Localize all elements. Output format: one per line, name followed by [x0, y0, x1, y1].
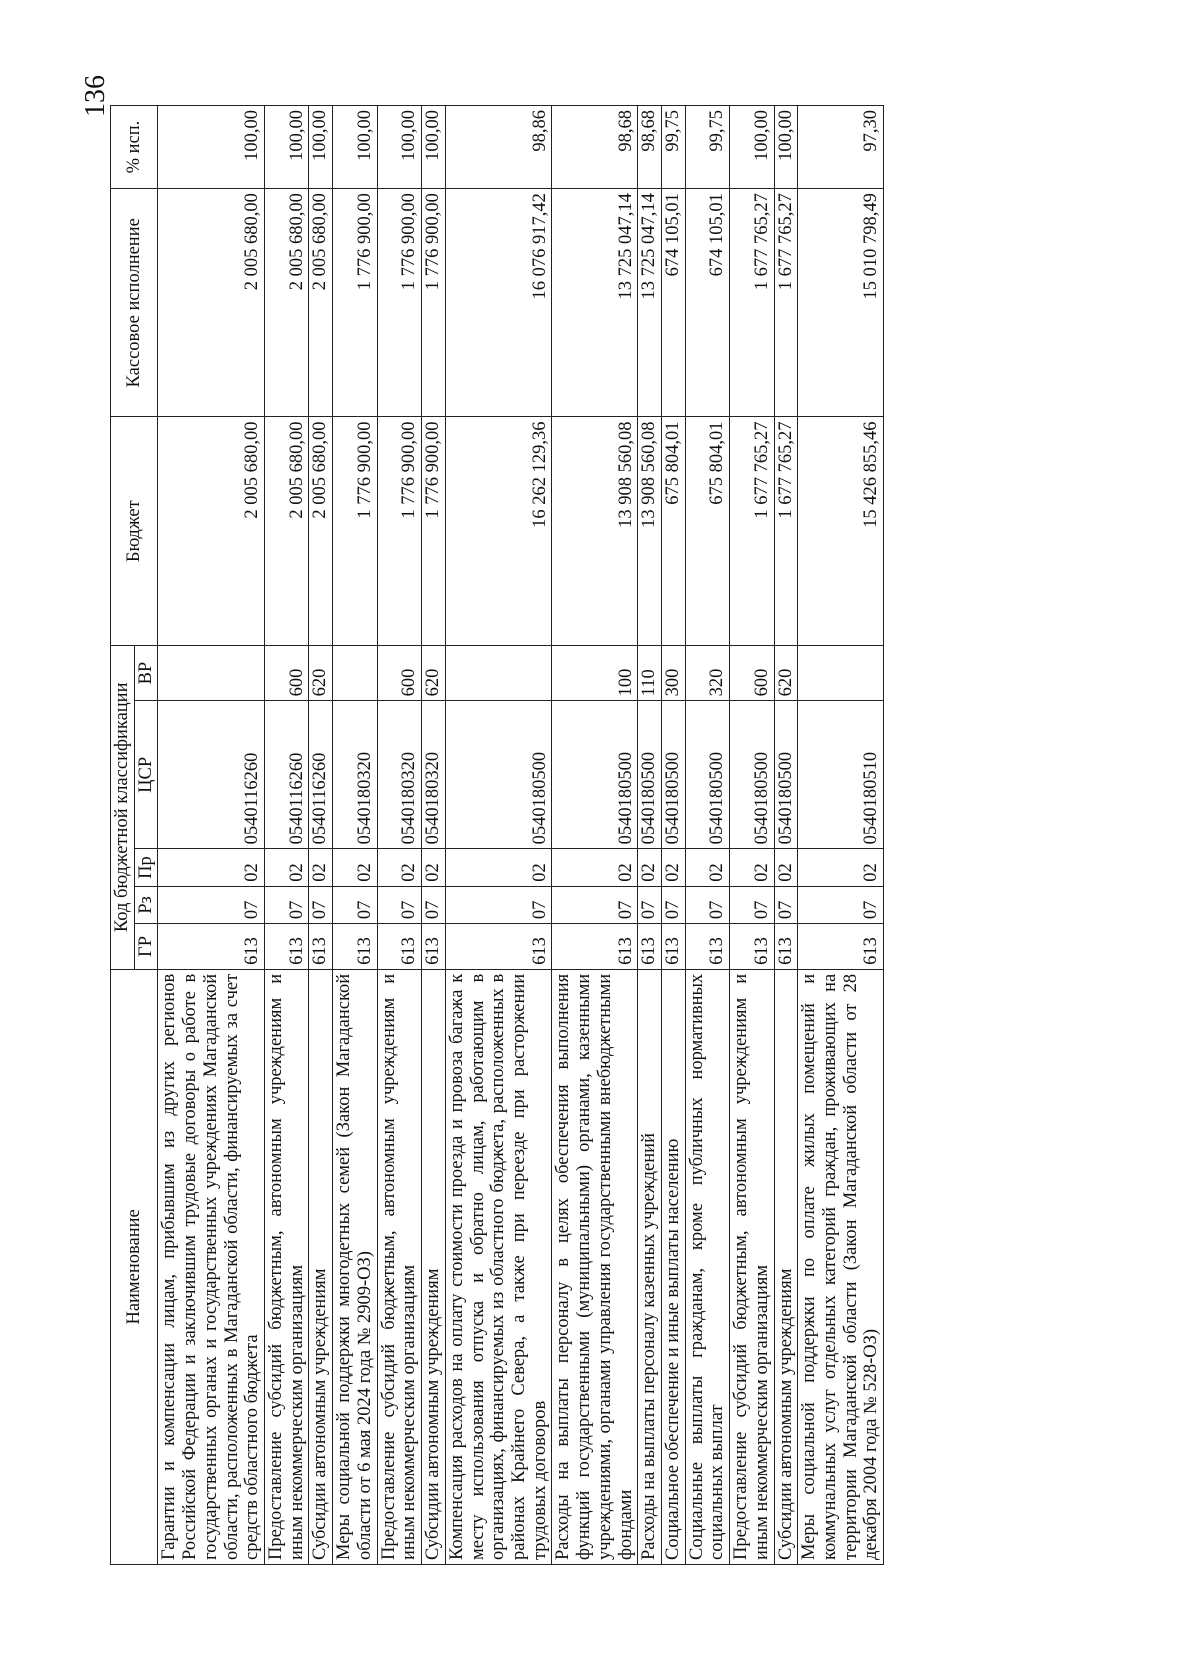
row-vr: 620: [422, 645, 446, 700]
row-gr: 613: [798, 924, 884, 970]
row-vr: 620: [774, 645, 798, 700]
row-execution: 1 677 765,27: [730, 189, 774, 417]
row-budget: 2 005 680,00: [309, 417, 333, 645]
row-csr: 0540180500: [661, 701, 685, 849]
row-percent: 100,00: [730, 106, 774, 189]
row-csr: 0540116260: [158, 701, 265, 849]
row-name: Предоставление субсидий бюджетным, автономным учреждениям и иным некоммерческим организациям: [730, 969, 774, 1564]
table-header: [111, 106, 158, 1565]
header-budget: Бюджет: [111, 417, 158, 645]
header-vr: ВР: [134, 645, 158, 700]
row-name: Субсидии автономным учреждениям: [774, 969, 798, 1564]
row-percent: 98,86: [445, 106, 552, 189]
table-row: [661, 106, 685, 1565]
header-percent: % исп.: [111, 106, 158, 189]
row-pr: 02: [685, 849, 729, 886]
row-rz: 07: [638, 886, 662, 923]
row-vr: 320: [685, 645, 729, 700]
page-number: 136: [80, 75, 111, 117]
row-pr: 02: [798, 849, 884, 886]
row-gr: 613: [445, 924, 552, 970]
row-gr: 613: [552, 924, 638, 970]
header-csr: ЦСР: [134, 701, 158, 849]
row-budget: 675 804,01: [661, 417, 685, 645]
row-budget: 13 908 560,08: [638, 417, 662, 645]
row-pr: 02: [422, 849, 446, 886]
row-execution: 1 776 900,00: [377, 189, 421, 417]
header-rz: Рз: [134, 886, 158, 923]
row-csr: 0540180320: [333, 701, 377, 849]
row-percent: 98,68: [638, 106, 662, 189]
row-budget: 1 677 765,27: [730, 417, 774, 645]
row-execution: 674 105,01: [685, 189, 729, 417]
row-pr: 02: [309, 849, 333, 886]
row-vr: 600: [265, 645, 309, 700]
row-budget: 16 262 129,36: [445, 417, 552, 645]
row-vr: 100: [552, 645, 638, 700]
row-name: Социальное обеспечение и иные выплаты населению: [661, 969, 685, 1564]
row-csr: 0540116260: [265, 701, 309, 849]
row-rz: 07: [265, 886, 309, 923]
row-budget: 2 005 680,00: [158, 417, 265, 645]
row-budget: 2 005 680,00: [265, 417, 309, 645]
row-gr: 613: [638, 924, 662, 970]
row-execution: 1 776 900,00: [422, 189, 446, 417]
row-pr: 02: [333, 849, 377, 886]
row-gr: 613: [377, 924, 421, 970]
row-budget: 1 677 765,27: [774, 417, 798, 645]
row-csr: 0540116260: [309, 701, 333, 849]
header-name: Наименование: [111, 969, 158, 1564]
row-csr: 0540180500: [445, 701, 552, 849]
row-budget: 15 426 855,46: [798, 417, 884, 645]
row-name: Меры социальной поддержки по оплате жилых помещений и коммунальных услуг отдельных категорий граждан, проживающих на территории Магаданской области (Закон Магаданской области от 28 декабря 2004 года № 528-ОЗ): [798, 969, 884, 1564]
row-csr: 0540180500: [774, 701, 798, 849]
row-gr: 613: [309, 924, 333, 970]
row-vr: [333, 645, 377, 700]
table-row: [638, 106, 662, 1565]
row-pr: 02: [445, 849, 552, 886]
row-percent: 100,00: [309, 106, 333, 189]
row-csr: 0540180500: [638, 701, 662, 849]
row-pr: 02: [661, 849, 685, 886]
row-pr: 02: [774, 849, 798, 886]
row-percent: 100,00: [265, 106, 309, 189]
row-gr: 613: [661, 924, 685, 970]
row-name: Компенсация расходов на оплату стоимости проезда и провоза багажа к месту использования отпуска и обратно лицам, работающим в организациях, финансируемых из областного бюджета, расположенных в районах Крайнего Севера, а также при переезде при расторжении трудовых договоров: [445, 969, 552, 1564]
row-gr: 613: [333, 924, 377, 970]
row-vr: 110: [638, 645, 662, 700]
table-row: [774, 106, 798, 1565]
row-rz: 07: [445, 886, 552, 923]
row-rz: 07: [661, 886, 685, 923]
row-rz: 07: [377, 886, 421, 923]
table-row: [309, 106, 333, 1565]
table-row: [265, 106, 309, 1565]
table-row: [685, 106, 729, 1565]
table-row: [445, 106, 552, 1565]
row-vr: 600: [730, 645, 774, 700]
row-vr: [158, 645, 265, 700]
row-execution: 13 725 047,14: [638, 189, 662, 417]
table-row: [422, 106, 446, 1565]
row-execution: 13 725 047,14: [552, 189, 638, 417]
row-rz: 07: [730, 886, 774, 923]
row-name: Предоставление субсидий бюджетным, автономным учреждениям и иным некоммерческим организациям: [377, 969, 421, 1564]
row-rz: 07: [774, 886, 798, 923]
row-vr: 620: [309, 645, 333, 700]
row-pr: 02: [158, 849, 265, 886]
row-name: Социальные выплаты гражданам, кроме публичных нормативных социальных выплат: [685, 969, 729, 1564]
row-csr: 0540180500: [730, 701, 774, 849]
row-execution: 2 005 680,00: [265, 189, 309, 417]
row-percent: 99,75: [661, 106, 685, 189]
header-execution: Кассовое исполнение: [111, 189, 158, 417]
row-rz: 07: [333, 886, 377, 923]
budget-execution-table: [110, 105, 884, 1565]
row-vr: [445, 645, 552, 700]
row-vr: [798, 645, 884, 700]
row-execution: 16 076 917,42: [445, 189, 552, 417]
row-percent: 99,75: [685, 106, 729, 189]
row-budget: 13 908 560,08: [552, 417, 638, 645]
table-row: [377, 106, 421, 1565]
table-row: [730, 106, 774, 1565]
row-rz: 07: [158, 886, 265, 923]
header-code-group: Код бюджетной классификации: [111, 645, 135, 969]
row-vr: 300: [661, 645, 685, 700]
row-gr: 613: [158, 924, 265, 970]
row-budget: 1 776 900,00: [377, 417, 421, 645]
row-name: Расходы на выплаты персоналу в целях обеспечения выполнения функций государственными (муниципальными) органами, казенными учреждениями, органами управления государственными внебюджетными фондами: [552, 969, 638, 1564]
row-vr: 600: [377, 645, 421, 700]
row-percent: 100,00: [774, 106, 798, 189]
row-execution: 1 677 765,27: [774, 189, 798, 417]
row-rz: 07: [685, 886, 729, 923]
header-gr: ГР: [134, 924, 158, 970]
row-name: Расходы на выплаты персоналу казенных учреждений: [638, 969, 662, 1564]
row-gr: 613: [730, 924, 774, 970]
row-percent: 100,00: [333, 106, 377, 189]
row-pr: 02: [730, 849, 774, 886]
row-pr: 02: [377, 849, 421, 886]
rotated-page-content: [110, 105, 1030, 1565]
row-execution: 674 105,01: [661, 189, 685, 417]
row-rz: 07: [552, 886, 638, 923]
row-pr: 02: [638, 849, 662, 886]
row-percent: 97,30: [798, 106, 884, 189]
row-csr: 0540180500: [685, 701, 729, 849]
row-budget: 675 804,01: [685, 417, 729, 645]
row-rz: 07: [798, 886, 884, 923]
row-rz: 07: [309, 886, 333, 923]
row-budget: 1 776 900,00: [333, 417, 377, 645]
row-percent: 100,00: [377, 106, 421, 189]
row-name: Меры социальной поддержки многодетных семей (Закон Магаданской области от 6 мая 2024 года № 2909-ОЗ): [333, 969, 377, 1564]
row-gr: 613: [265, 924, 309, 970]
header-pr: Пр: [134, 849, 158, 886]
row-name: Гарантии и компенсации лицам, прибывшим из других регионов Российской Федерации и заключившим трудовые договоры о работе в государственных органах и государственных учреждениях Магаданской области, расположенных в Магаданской области, финансируемых за счет средств областного бюджета: [158, 969, 265, 1564]
row-pr: 02: [552, 849, 638, 886]
row-csr: 0540180320: [422, 701, 446, 849]
row-execution: 2 005 680,00: [309, 189, 333, 417]
table-row: [333, 106, 377, 1565]
row-gr: 613: [422, 924, 446, 970]
table-body: [158, 106, 884, 1565]
table-row: [552, 106, 638, 1565]
row-budget: 1 776 900,00: [422, 417, 446, 645]
row-name: Субсидии автономным учреждениям: [309, 969, 333, 1564]
row-execution: 2 005 680,00: [158, 189, 265, 417]
row-csr: 0540180510: [798, 701, 884, 849]
row-name: Субсидии автономным учреждениям: [422, 969, 446, 1564]
row-pr: 02: [265, 849, 309, 886]
table-row: [158, 106, 265, 1565]
row-rz: 07: [422, 886, 446, 923]
row-csr: 0540180320: [377, 701, 421, 849]
row-percent: 100,00: [422, 106, 446, 189]
row-gr: 613: [774, 924, 798, 970]
row-percent: 100,00: [158, 106, 265, 189]
row-gr: 613: [685, 924, 729, 970]
row-execution: 15 010 798,49: [798, 189, 884, 417]
row-percent: 98,68: [552, 106, 638, 189]
row-name: Предоставление субсидий бюджетным, автономным учреждениям и иным некоммерческим организациям: [265, 969, 309, 1564]
table-row: [798, 106, 884, 1565]
row-execution: 1 776 900,00: [333, 189, 377, 417]
row-csr: 0540180500: [552, 701, 638, 849]
